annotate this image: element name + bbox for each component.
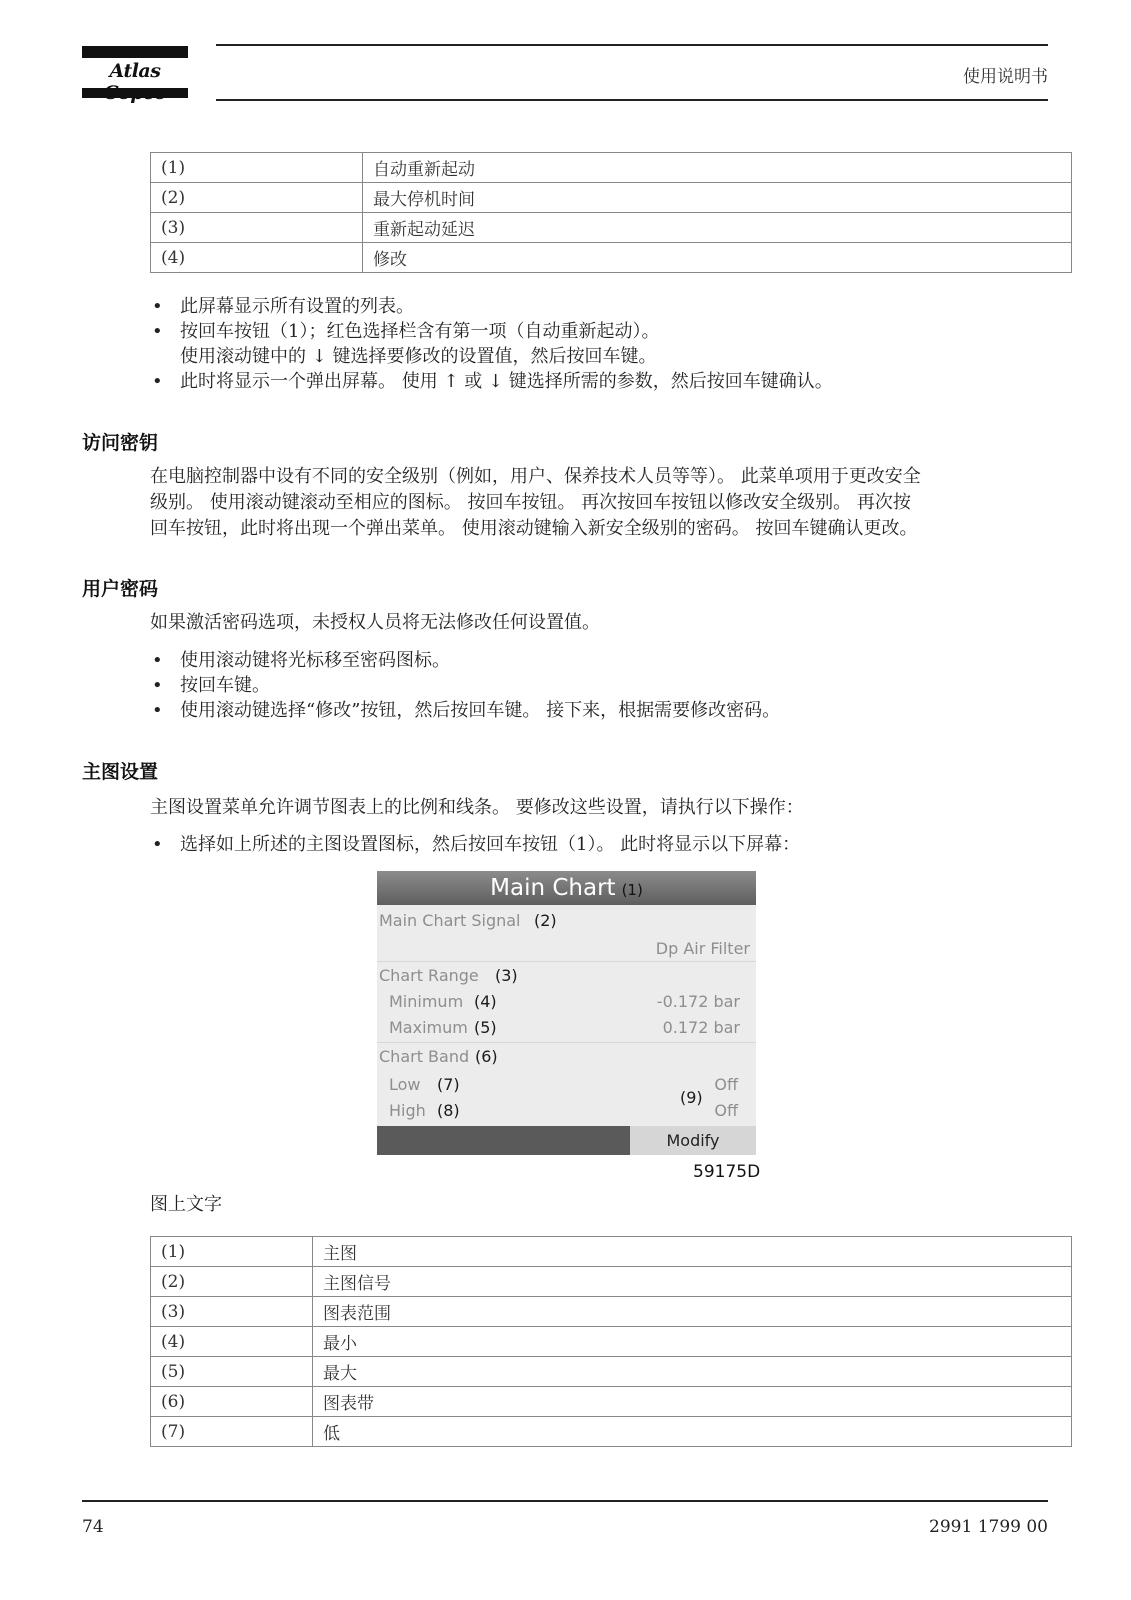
screen-title-bar bbox=[377, 871, 756, 905]
row-number: (2) bbox=[151, 1267, 313, 1297]
atlas-copco-logo bbox=[82, 46, 188, 102]
table-row bbox=[151, 183, 1072, 213]
table-row bbox=[151, 1417, 1072, 1447]
row-text: 低 bbox=[313, 1417, 1072, 1447]
list-item bbox=[150, 648, 780, 673]
low-value: Off bbox=[714, 1075, 738, 1094]
callout-number: (5) bbox=[474, 1018, 497, 1037]
access-key-paragraph bbox=[150, 464, 1050, 542]
maximum-value: 0.172 bar bbox=[662, 1018, 740, 1037]
main-chart-signal-label: Main Chart Signal bbox=[379, 911, 521, 930]
main-chart-signal-value: Dp Air Filter bbox=[655, 939, 750, 958]
table-row bbox=[151, 1357, 1072, 1387]
table-row bbox=[151, 1327, 1072, 1357]
figure-caption: 图上文字 bbox=[150, 1194, 222, 1215]
row-text: 最小 bbox=[313, 1327, 1072, 1357]
callout-number: (4) bbox=[474, 992, 497, 1011]
table-row bbox=[151, 213, 1072, 243]
list-item-text: 使用滚动键选择“修改”按钮，然后按回车键。 接下来，根据需要修改密码。 bbox=[180, 700, 781, 721]
logo-bar-bottom bbox=[82, 88, 188, 98]
table-row bbox=[151, 243, 1072, 273]
header-rule-top bbox=[216, 44, 1048, 46]
list-item-text: 此屏幕显示所有设置的列表。 bbox=[180, 296, 414, 317]
row-number: (3) bbox=[151, 1297, 313, 1327]
chart-band-label: Chart Band bbox=[379, 1047, 470, 1066]
row-text: 主图 bbox=[313, 1237, 1072, 1267]
figure-legend-table bbox=[150, 1236, 1072, 1447]
main-chart-intro: 主图设置菜单允许调节图表上的比例和线条。 要修改这些设置，请执行以下操作： bbox=[150, 797, 804, 818]
row-text: 重新起动延迟 bbox=[363, 213, 1072, 243]
row-text: 图表带 bbox=[313, 1387, 1072, 1417]
table-body bbox=[151, 1237, 1072, 1447]
row-number: (4) bbox=[151, 243, 363, 273]
row-text: 图表范围 bbox=[313, 1297, 1072, 1327]
table-body bbox=[151, 153, 1072, 273]
header-rule-bottom bbox=[216, 99, 1048, 101]
screen-footer-bar bbox=[377, 1126, 630, 1155]
row-text: 最大 bbox=[313, 1357, 1072, 1387]
row-number: (6) bbox=[151, 1387, 313, 1417]
low-label: Low bbox=[389, 1075, 421, 1094]
page-number: 74 bbox=[82, 1517, 104, 1537]
high-value: Off bbox=[714, 1101, 738, 1120]
list-item-text: 此时将显示一个弹出屏幕。 使用 ↑ 或 ↓ 键选择所需的参数，然后按回车键确认。 bbox=[180, 371, 833, 392]
chart-band-row bbox=[377, 1043, 756, 1125]
list-item bbox=[150, 832, 800, 857]
list-item bbox=[150, 369, 833, 394]
footer-rule bbox=[82, 1500, 1048, 1502]
table-row bbox=[151, 153, 1072, 183]
minimum-label: Minimum bbox=[389, 992, 464, 1011]
user-password-intro: 如果激活密码选项，未授权人员将无法修改任何设置值。 bbox=[150, 612, 600, 633]
list-item-text: 使用滚动键将光标移至密码图标。 bbox=[180, 650, 450, 671]
main-chart-list bbox=[150, 832, 800, 857]
paragraph-line: 级别。 使用滚动键滚动至相应的图标。 按回车按钮。 再次按回车按钮以修改安全级别。 再次按 bbox=[150, 492, 911, 513]
row-number: (2) bbox=[151, 183, 363, 213]
callout-number: (8) bbox=[437, 1101, 460, 1120]
callout-number: (7) bbox=[437, 1075, 460, 1094]
minimum-value: -0.172 bar bbox=[656, 992, 740, 1011]
row-number: (7) bbox=[151, 1417, 313, 1447]
list-item-text: 选择如上所述的主图设置图标，然后按回车按钮（1）。 此时将显示以下屏幕： bbox=[180, 834, 801, 855]
paragraph-line: 在电脑控制器中设有不同的安全级别（例如，用户、保养技术人员等等）。 此菜单项用于更改安全 bbox=[150, 466, 921, 487]
list-item-text: 按回车键。 bbox=[180, 675, 270, 696]
list-item-text-cont: 使用滚动键中的 ↓ 键选择要修改的设置值，然后按回车键。 bbox=[180, 346, 657, 367]
chart-range-row bbox=[377, 962, 756, 1043]
row-number: (1) bbox=[151, 153, 363, 183]
list-item bbox=[150, 673, 780, 698]
paragraph-line: 回车按钮，此时将出现一个弹出菜单。 使用滚动键输入新安全级别的密码。 按回车键确认更改。 bbox=[150, 518, 918, 539]
logo-text: Atlas bbox=[109, 60, 161, 82]
list-item bbox=[150, 698, 780, 723]
table-row bbox=[151, 1267, 1072, 1297]
figure-id: 59175D bbox=[693, 1162, 761, 1182]
restart-settings-table bbox=[150, 152, 1072, 273]
row-number: (4) bbox=[151, 1327, 313, 1357]
main-chart-screen bbox=[377, 871, 756, 1155]
row-text: 主图信号 bbox=[313, 1267, 1072, 1297]
section-heading-access-key: 访问密钥 bbox=[82, 432, 159, 454]
section-heading-user-password: 用户密码 bbox=[82, 578, 159, 600]
section-heading-main-chart: 主图设置 bbox=[82, 761, 159, 783]
row-text: 修改 bbox=[363, 243, 1072, 273]
list-item-text: 按回车按钮（1）；红色选择栏含有第一项（自动重新起动）。 bbox=[180, 321, 660, 342]
table-row bbox=[151, 1237, 1072, 1267]
main-chart-signal-row bbox=[377, 905, 756, 962]
row-text: 自动重新起动 bbox=[363, 153, 1072, 183]
high-label: High bbox=[389, 1101, 426, 1120]
row-number: (5) bbox=[151, 1357, 313, 1387]
list-item bbox=[150, 294, 833, 319]
row-number: (1) bbox=[151, 1237, 313, 1267]
document-title: 使用说明书 bbox=[963, 67, 1048, 87]
restart-instructions-list bbox=[150, 294, 833, 394]
callout-number: (2) bbox=[534, 911, 557, 930]
table-row bbox=[151, 1387, 1072, 1417]
document-number: 2991 1799 00 bbox=[929, 1517, 1048, 1537]
callout-number: (1) bbox=[621, 881, 643, 899]
logo-bar-top bbox=[82, 46, 188, 58]
maximum-label: Maximum bbox=[389, 1018, 468, 1037]
screen-title: Main Chart bbox=[490, 875, 616, 901]
list-item bbox=[150, 319, 833, 369]
callout-number: (6) bbox=[475, 1047, 498, 1066]
chart-range-label: Chart Range bbox=[379, 966, 479, 985]
row-number: (3) bbox=[151, 213, 363, 243]
modify-button: Modify bbox=[630, 1126, 756, 1155]
table-row bbox=[151, 1297, 1072, 1327]
row-text: 最大停机时间 bbox=[363, 183, 1072, 213]
callout-number: (9) bbox=[680, 1088, 703, 1107]
callout-number: (3) bbox=[495, 966, 518, 985]
user-password-list bbox=[150, 648, 780, 723]
